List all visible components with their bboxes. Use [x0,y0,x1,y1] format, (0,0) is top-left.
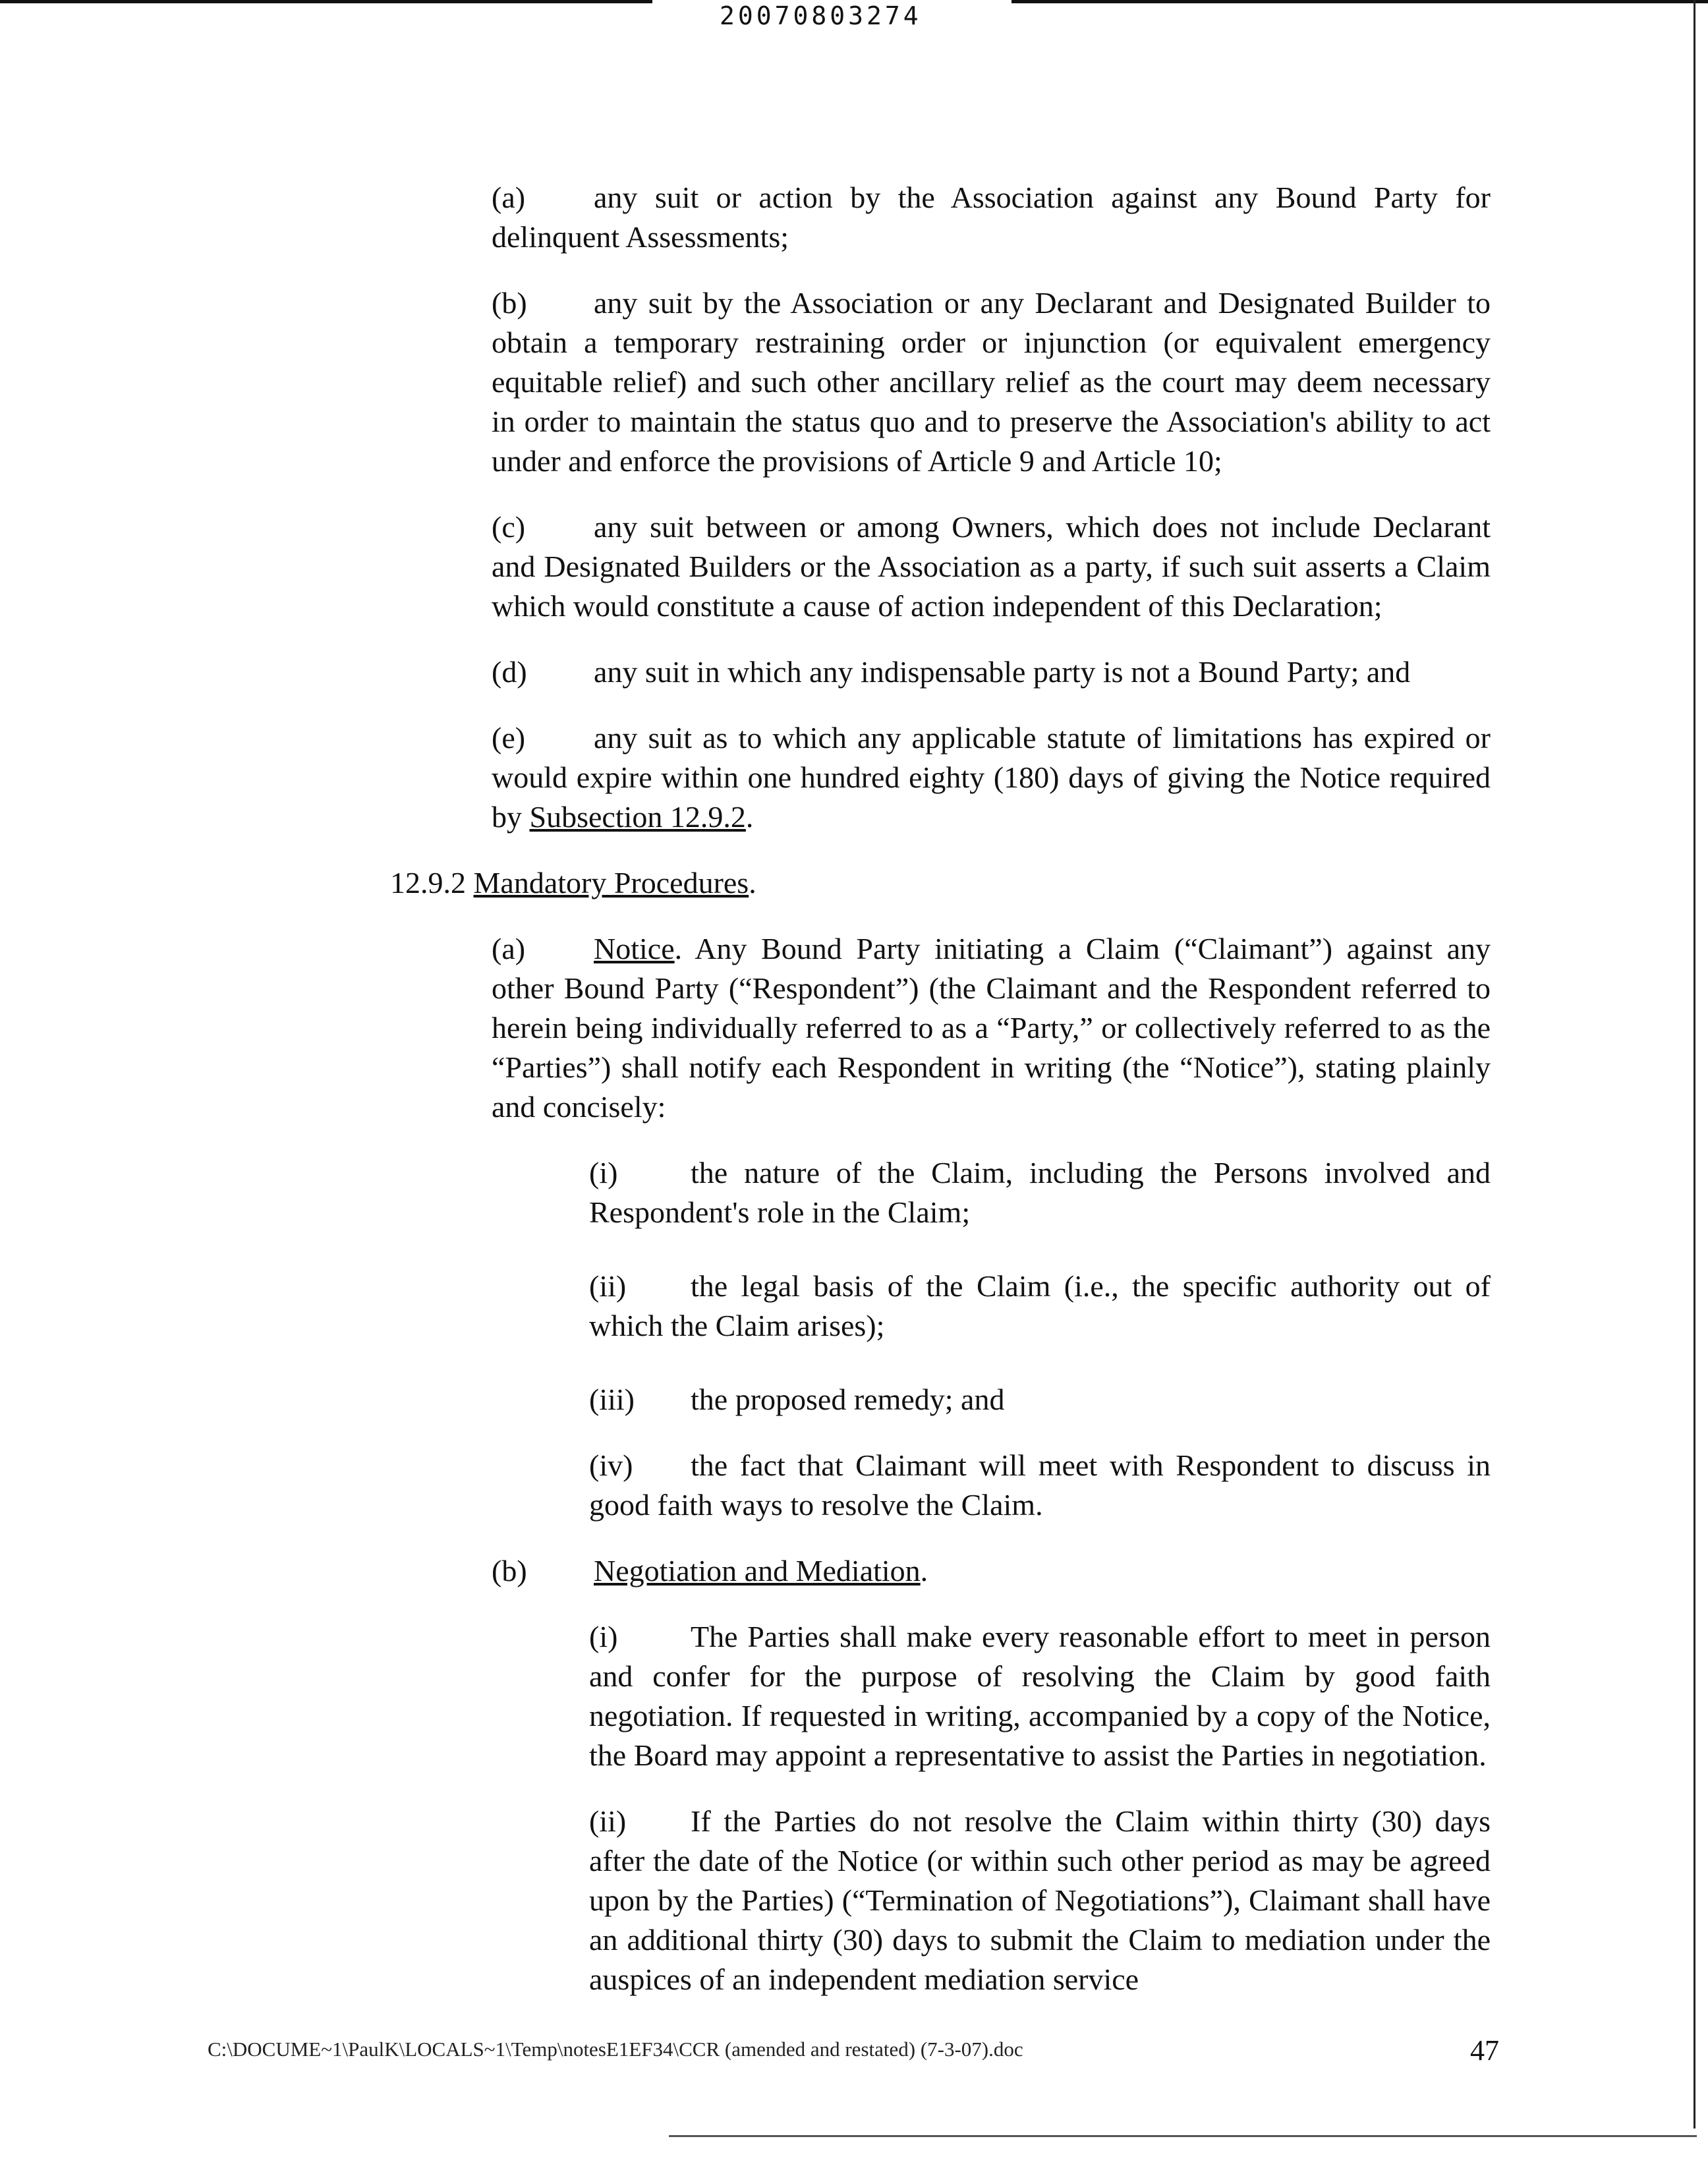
document-number: 20070803274 [720,1,922,30]
item-b-label: (b) [492,286,527,320]
notice-item-i-text: the nature of the Claim, including the Persons involved and Respondent's role in the Claim; [589,1156,1491,1229]
section-title-tail: . [749,866,756,900]
notice-title: Notice [594,932,675,965]
scan-right-edge [1694,0,1695,2129]
document-body [199,178,1491,2026]
item-c [199,507,1491,626]
notice-item-iv-label: (iv) [589,1448,633,1482]
item-e-tail: . [745,800,754,834]
item-a-text: any suit or action by the Association against any Bound Party for delinquent Assessments; [492,181,1491,254]
notice-label: (a) [492,932,526,965]
notice-item-iii-text: the proposed remedy; and [691,1383,1005,1416]
page-footer [208,2034,1499,2073]
item-e [199,718,1491,837]
item-b [199,283,1491,481]
item-c-label: (c) [492,510,526,544]
scan-header [0,0,1708,40]
notice-item-ii-text: the legal basis of the Claim (i.e., the specific authority out of which the Claim arises); [589,1269,1491,1342]
notice-item-iii [199,1380,1491,1419]
subsection-reference-link: Subsection 12.9.2 [529,800,746,834]
negotiation-item-ii [199,1802,1491,1999]
notice-item-iv [199,1446,1491,1525]
section-heading-1292 [199,863,1491,903]
top-rule-right [1011,0,1708,3]
notice-item-ii-label: (ii) [589,1269,627,1303]
top-rule-left [0,0,652,3]
item-d-text: any suit in which any indispensable party is not a Bound Party; and [594,655,1411,689]
notice-item-iv-text: the fact that Claimant will meet with Respondent to discuss in good faith ways to resolve the Claim. [589,1448,1491,1522]
item-a [199,178,1491,257]
negotiation-heading [199,1551,1491,1591]
negotiation-label: (b) [492,1554,527,1587]
negotiation-item-i-text: The Parties shall make every reasonable effort to meet in person and confer for the purpose of resolving the Claim by good faith negotiation. If requested in writing, accompanied by a copy of the Notice, the Board may appoint a representative to assist the Parties in negotiation. [589,1620,1491,1772]
item-d [199,652,1491,692]
item-c-text: any suit between or among Owners, which does not include Declarant and Designated Builders or the Association as a party, if such suit asserts a Claim which would constitute a cause of action independent of this Declaration; [492,510,1491,623]
negotiation-tail: . [920,1554,928,1587]
notice-item-iii-label: (iii) [589,1383,635,1416]
item-b-text: any suit by the Association or any Declarant and Designated Builder to obtain a temporary restraining order or injunction (or equivalent emergency equitable relief) and such other ancillary relief as the court may deem necessary in order to maintain the status quo and to preserve the Association's ability to act under and enforce the provisions of Article 9 and Article 10; [492,286,1491,478]
item-e-label: (e) [492,721,526,755]
bottom-rule [669,2135,1697,2137]
page-number: 47 [1470,2034,1499,2067]
notice-item-i [199,1153,1491,1232]
negotiation-title: Negotiation and Mediation [594,1554,921,1587]
negotiation-item-i [199,1617,1491,1775]
footer-file-path: C:\DOCUME~1\PaulK\LOCALS~1\Temp\notesE1EF34\CCR (amended and restated) (7-3-07).doc [208,2038,1023,2061]
negotiation-item-ii-label: (ii) [589,1804,627,1838]
section-number: 12.9.2 [390,866,466,900]
section-title: Mandatory Procedures [473,866,749,900]
notice-text: . Any Bound Party initiating a Claim (“Claimant”) against any other Bound Party (“Respondent”) (the Claimant and the Respondent referred to herein being individually referred to as a “Party,” or collectively referred to as the “Parties”) shall notify each Respondent in writing (the “Notice”), stating plainly and concisely: [492,932,1491,1124]
item-d-label: (d) [492,655,527,689]
negotiation-item-ii-text: If the Parties do not resolve the Claim within thirty (30) days after the date of the Notice (or within such other period as may be agreed upon by the Parties) (“Termination of Negotiations”), Claimant shall have an additional thirty (30) days to submit the Claim to mediation under the auspices of an independent mediation service [589,1804,1491,1996]
notice-item-i-label: (i) [589,1156,618,1189]
notice-paragraph [199,929,1491,1127]
negotiation-item-i-label: (i) [589,1620,618,1653]
item-a-label: (a) [492,181,526,214]
notice-item-ii [199,1267,1491,1346]
item-e-text: any suit as to which any applicable statute of limitations has expired or would expire within one hundred eighty (180) days of giving the Notice required by [492,721,1491,834]
